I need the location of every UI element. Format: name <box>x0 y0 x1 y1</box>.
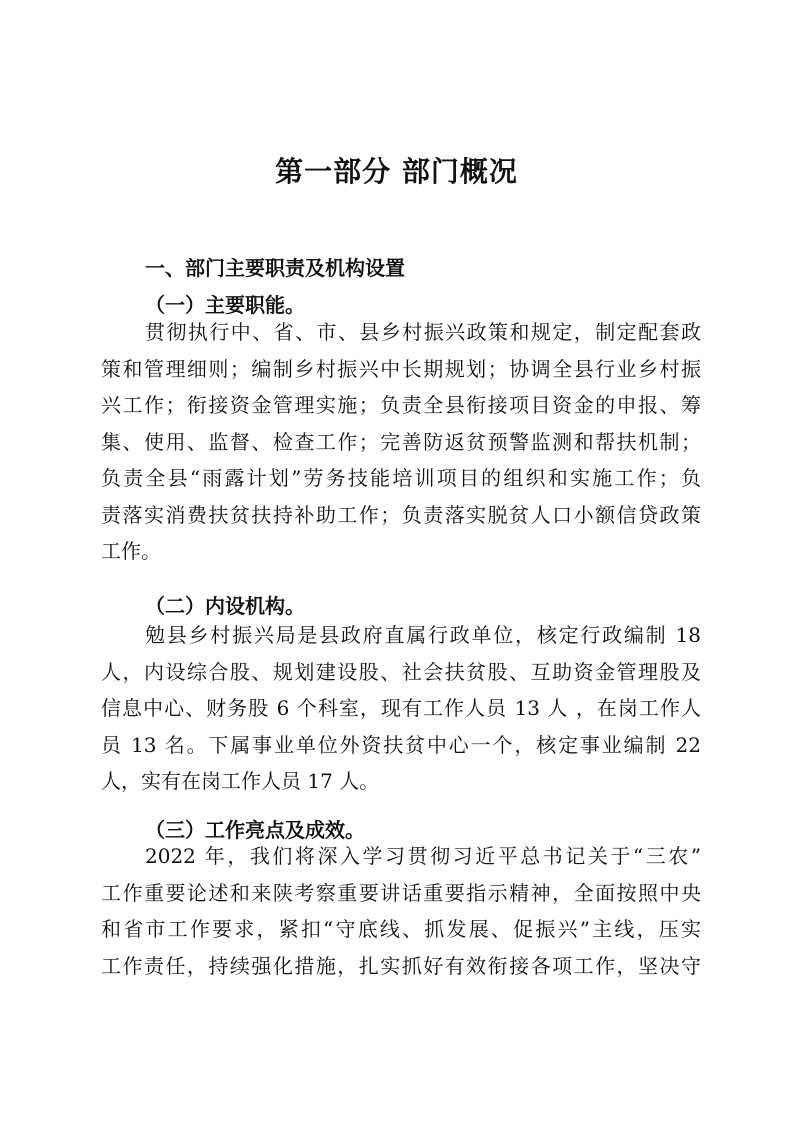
text-line: 责落实消费扶贫扶持补助工作；负责落实脱贫人口小额信贷政策 <box>101 502 701 527</box>
page-title: 第一部分 部门概况 <box>275 155 518 188</box>
paragraph-highlights <box>101 838 701 984</box>
text-line: 2022 年，我们将深入学习贯彻习近平总书记关于“三农” <box>145 844 701 868</box>
subsection-heading-1: （一）主要职能。 <box>145 293 305 317</box>
text-line: 负责全县“雨露计划”劳务技能培训项目的组织和实施工作；负 <box>101 466 701 490</box>
text-line: 勉县乡村振兴局是县政府直属行政单位，核定行政编制 18 <box>145 623 701 647</box>
section-heading-1: 一、部门主要职责及机构设置 <box>145 256 405 280</box>
paragraph-main-functions <box>101 314 701 570</box>
text-line: 员 13 名。下属事业单位外资扶贫中心一个，核定事业编制 22 <box>101 732 701 757</box>
subsection-heading-3: （三）工作亮点及成效。 <box>145 818 365 842</box>
text-line: 工作责任，持续强化措施，扎实抓好有效衔接各项工作，坚决守 <box>101 953 701 978</box>
text-line: 集、使用、监督、检查工作；完善防返贫预警监测和帮扶机制； <box>101 429 701 454</box>
text-line: 人，实有在岗工作人员 17 人。 <box>101 769 380 793</box>
text-line: 兴工作；衔接资金管理实施；负责全县衔接项目资金的申报、筹 <box>101 393 701 417</box>
text-line: 贯彻执行中、省、市、县乡村振兴政策和规定，制定配套政 <box>145 320 701 344</box>
paragraph-internal-structure <box>101 617 701 800</box>
text-line: 工作。 <box>101 539 161 563</box>
text-line: 信息中心、财务股 6 个科室，现有工作人员 13 人 ，在岗工作人 <box>101 696 701 720</box>
text-line: 策和管理细则；编制乡村振兴中长期规划；协调全县行业乡村振 <box>101 356 701 381</box>
subsection-heading-2: （二）内设机构。 <box>145 594 305 618</box>
text-line: 工作重要论述和来陕考察重要讲话重要指示精神，全面按照中央 <box>101 880 701 905</box>
text-line: 和省市工作要求，紧扣“守底线、抓发展、促振兴”主线，压实 <box>101 917 701 941</box>
text-line: 人，内设综合股、规划建设股、社会扶贫股、互助资金管理股及 <box>101 659 701 684</box>
